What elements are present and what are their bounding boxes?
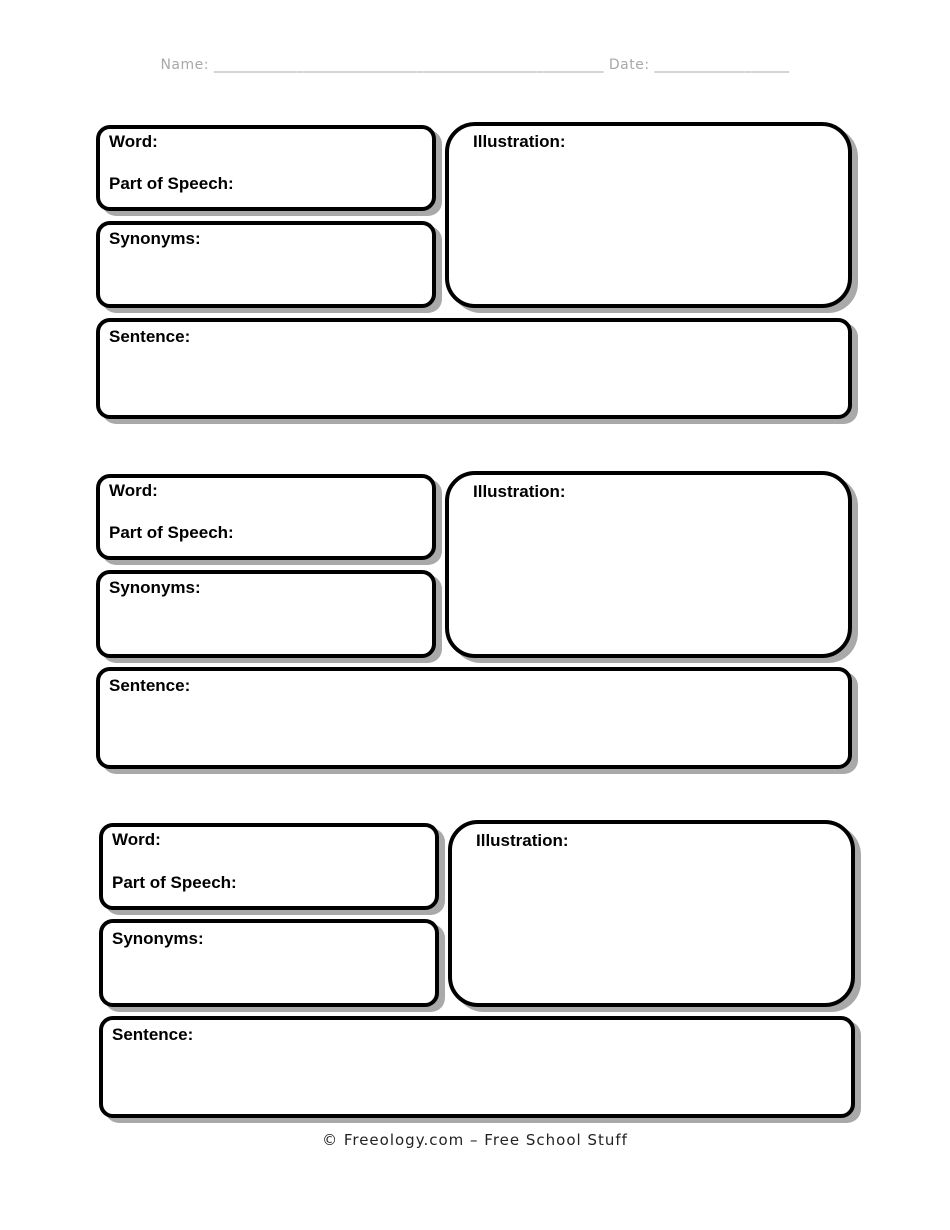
illustration-label: Illustration: bbox=[473, 132, 566, 151]
part-of-speech-label: Part of Speech: bbox=[109, 523, 234, 542]
word-label: Word: bbox=[109, 481, 158, 500]
name-label: Name: bbox=[160, 57, 209, 73]
footer-credit: © Freeology.com – Free School Stuff bbox=[322, 1131, 628, 1149]
name-date-header bbox=[0, 57, 950, 73]
synonyms-box[interactable] bbox=[99, 919, 439, 1007]
synonyms-box[interactable] bbox=[96, 570, 436, 658]
sentence-label: Sentence: bbox=[112, 1025, 194, 1044]
sentence-box[interactable] bbox=[99, 1016, 855, 1118]
sentence-box[interactable] bbox=[96, 318, 852, 419]
word-label: Word: bbox=[112, 830, 161, 849]
word-pos-box[interactable] bbox=[96, 474, 436, 560]
date-line[interactable]: __________________ bbox=[654, 57, 790, 73]
illustration-label: Illustration: bbox=[476, 831, 569, 850]
date-label: Date: bbox=[608, 57, 650, 73]
word-label: Word: bbox=[109, 132, 158, 151]
word-pos-box[interactable] bbox=[96, 125, 436, 211]
illustration-box[interactable] bbox=[445, 471, 852, 658]
word-pos-box[interactable] bbox=[99, 823, 439, 910]
synonyms-label: Synonyms: bbox=[112, 929, 204, 948]
illustration-label: Illustration: bbox=[473, 482, 566, 501]
synonyms-label: Synonyms: bbox=[109, 229, 201, 248]
sentence-box[interactable] bbox=[96, 667, 852, 769]
illustration-box[interactable] bbox=[445, 122, 852, 308]
name-line[interactable]: ____________________________________________________ bbox=[213, 57, 604, 73]
synonyms-label: Synonyms: bbox=[109, 578, 201, 597]
illustration-box[interactable] bbox=[448, 820, 855, 1007]
part-of-speech-label: Part of Speech: bbox=[112, 873, 237, 892]
sentence-label: Sentence: bbox=[109, 327, 191, 346]
sentence-label: Sentence: bbox=[109, 676, 191, 695]
part-of-speech-label: Part of Speech: bbox=[109, 174, 234, 193]
synonyms-box[interactable] bbox=[96, 221, 436, 308]
